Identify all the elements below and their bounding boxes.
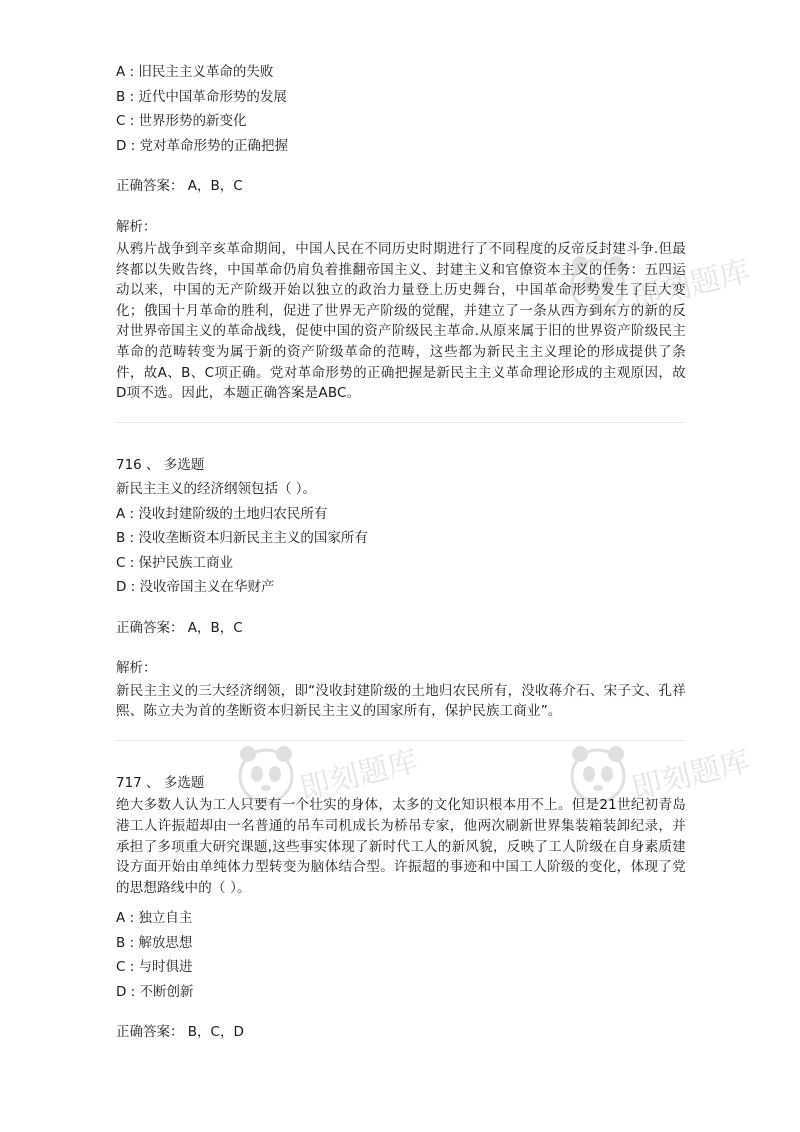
question-block-716 [116,453,686,722]
option-c[interactable]: C : 保护民族工商业 [116,554,234,571]
analysis-label: 解析： [116,660,157,677]
correct-answer: 正确答案： B，C，D [116,1024,244,1041]
question-header: 716 、 多选题 [116,456,205,473]
watermark-text: 即刻题库 [628,253,754,317]
option-d[interactable]: D : 没收帝国主义在华财产 [116,579,275,596]
divider [116,740,684,741]
analysis-text: 从鸦片战争到辛亥革命期间，中国人民在不同历史时期进行了不同程度的反帝反封建斗争.但最终都以失败告终，中国革命仍肩负着推翻帝国主义、封建主义和官僚资本主义的任务：五四运动以来，中国的无产阶级开始以独立的政治力量登上历史舞台，中国革命形势发生了巨大变化；俄国十月革命的胜利，促进了世界无产阶级的觉醒，并建立了一条从西方到东方的新的反对世界帝国主义的革命战线，促使中国的资产阶级民主革命.从原来属于旧的世界资产阶级民主革命的范畴转变为属于新的资产阶级革命的范畴，这些都为新民主主义理论的形成提供了条件，故A、B、C项正确。党对革命形势的正确把握是新民主主义革命理论形成的主观原因，故D项不选。因此，本题正确答案是ABC。 [116,241,686,402]
option-b[interactable]: B : 近代中国革命形势的发展 [116,88,287,105]
option-a[interactable]: A : 独立自主 [116,910,193,927]
option-b[interactable]: B : 解放思想 [116,934,193,951]
question-content [116,60,686,1045]
option-c[interactable]: C : 世界形势的新变化 [116,113,247,129]
option-a[interactable]: A : 没收封建阶级的土地归农民所有 [116,505,328,522]
analysis-text: 新民主主义的三大经济纲领，即“没收封建阶级的土地归农民所有，没收蒋介石、宋子文、孔祥熙、陈立夫为首的垄断资本归新民主主义的国家所有，保护民族工商业”。 [116,682,686,720]
question-stem: 绝大多数人认为工人只要有一个壮实的身体，太多的文化知识根本用不上。但是21世纪初青岛港工人许振超却由一名普通的吊车司机成长为桥吊专家，他两次刷新世界集装箱装卸纪录，并承担了多项重大研究课题,这些事实体现了新时代工人的新风貌，反映了工人阶级在自身素质建设方面开始由单纯体力型转变为脑体结合型。许振超的事迹和中国工人阶级的变化，体现了党的思想路线中的（ ）。 [116,797,686,896]
watermark-text: 即刻题库 [296,743,422,807]
option-b[interactable]: B : 没收垄断资本归新民主主义的国家所有 [116,530,368,547]
divider [116,422,684,423]
question-block-717 [116,771,686,1045]
analysis-label: 解析： [116,218,157,235]
question-header: 717 、 多选题 [116,774,205,791]
question-block-prev [116,60,686,404]
option-c[interactable]: C : 与时俱进 [116,959,193,976]
question-stem: 新民主主义的经济纲领包括（ ）。 [116,481,317,498]
option-d[interactable]: D : 党对革命形势的正确把握 [116,137,289,154]
watermark-text: 即刻题库 [628,743,754,807]
option-a[interactable]: A : 旧民主主义革命的失败 [116,64,274,80]
correct-answer: 正确答案： A，B，C [116,178,243,194]
option-d[interactable]: D : 不断创新 [116,983,194,1000]
correct-answer: 正确答案： A，B，C [116,619,243,636]
